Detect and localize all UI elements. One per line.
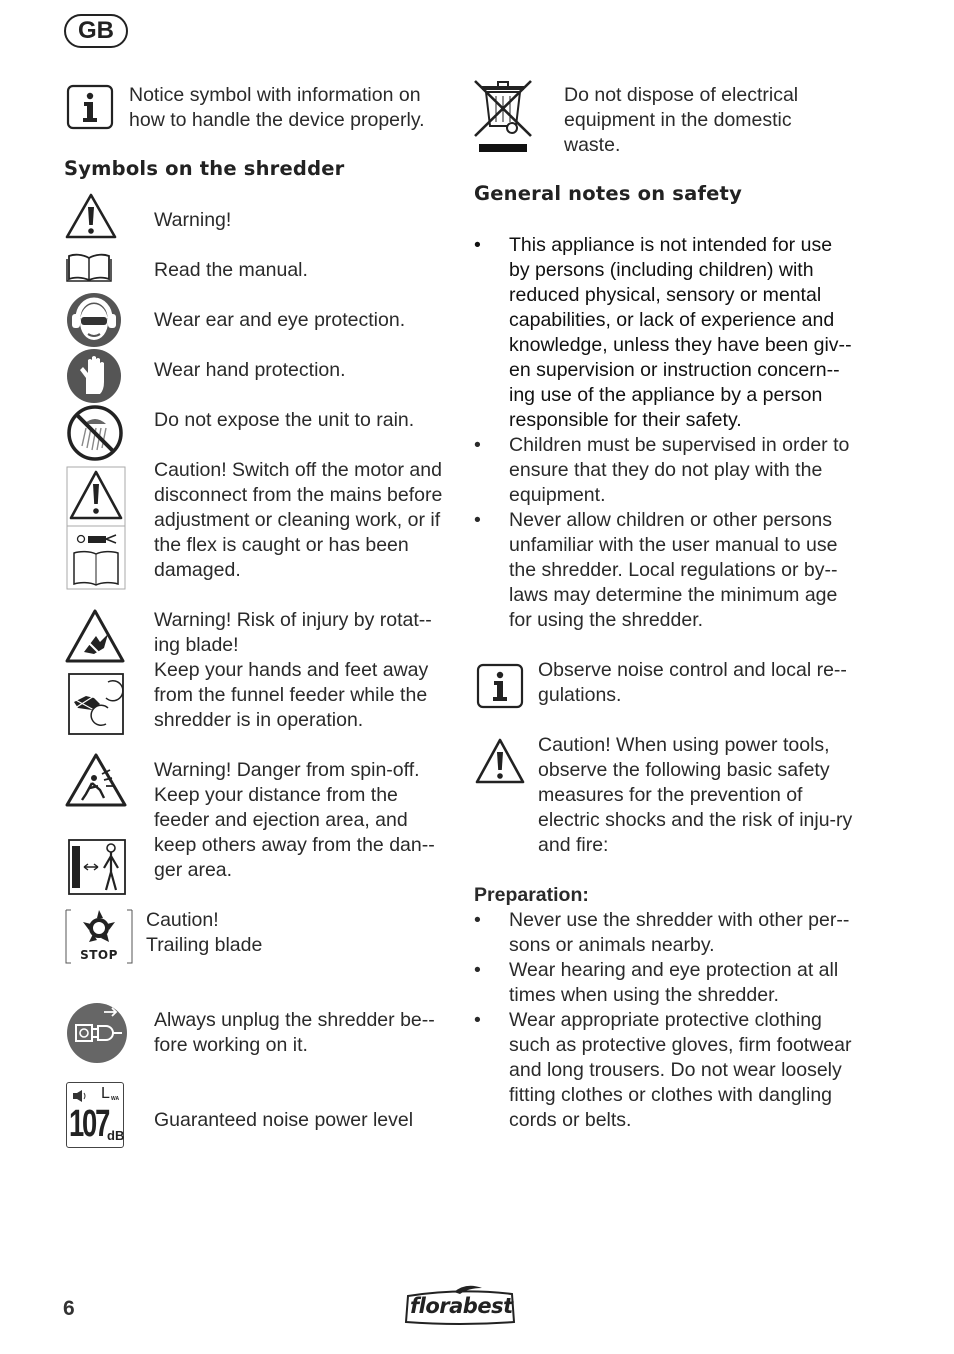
list-item: • This appliance is not intended for use by persons (including children) with reduced physical, sensory or mental capabilities, or lack of experience and knowledge, unless they have been giv-en supervision or instruction concern-ing use of the appliance by a person responsible for their safety. <box>474 233 858 433</box>
symbol-text-spin-off: Warning! Danger from spin-off. Keep your distance from the feeder and ejection area, and keep others away from the dan-ger area. <box>154 759 435 881</box>
trailing-blade-stop-icon <box>65 904 133 964</box>
symbol-text-unplug: Always unplug the shredder be-fore working on it. <box>154 1009 435 1056</box>
ear-eye-protection-icon <box>66 292 122 348</box>
noise-symbol: L <box>101 1085 110 1102</box>
symbol-text-rotating-blade: Warning! Risk of injury by rotat-ing blade! Keep your hands and feet away from the funnel feeder while the shredder is in operation. <box>154 609 432 731</box>
symbol-text-ear-eye: Wear ear and eye protection. <box>154 309 406 331</box>
manual-book-icon <box>66 252 112 282</box>
symbol-text-no-rain: Do not expose the unit to rain. <box>154 409 415 431</box>
unplug-icon <box>66 1002 128 1064</box>
safety-bullet-list <box>474 233 858 633</box>
crossed-bin-icon <box>472 78 534 156</box>
list-item: • Children must be supervised in order to ensure that they do not play with the equipment. <box>474 433 858 508</box>
caution-switch-off-icon <box>66 466 126 590</box>
preparation-bullet-list <box>474 908 858 1133</box>
symbol-text-caution-switch-off: Caution! Switch off the motor and disconnect from the mains before adjustment or cleaning work, or if the flex is caught or has been damaged. <box>154 459 443 581</box>
noise-value: 107 <box>69 1103 109 1145</box>
symbols-heading: Symbols on the shredder <box>64 157 345 180</box>
symbol-text-warning: Warning! <box>154 209 232 231</box>
symbol-text-noise-level: Guaranteed noise power level <box>154 1109 414 1131</box>
symbol-text-trailing-blade: Caution! Trailing blade <box>146 909 263 956</box>
preparation-heading: Preparation: <box>474 884 589 906</box>
florabest-logo <box>404 1282 516 1326</box>
safety-heading: General notes on safety <box>474 182 742 205</box>
info-icon <box>66 84 114 130</box>
list-item: • Wear hearing and eye protection at all times when using the shredder. <box>474 958 858 1008</box>
page-number: 6 <box>63 1297 75 1320</box>
noise-level-icon <box>66 1082 124 1148</box>
spin-off-icon <box>64 752 128 898</box>
symbol-text-manual: Read the manual. <box>154 259 308 281</box>
no-rain-icon <box>66 404 124 462</box>
noise-subscript: WA <box>111 1096 120 1102</box>
list-item: • Wear appropriate protective clothing such as protective gloves, firm footwear and long trousers. Do not wear loosely fitting clothes or clothes with dangling cords or belts. <box>474 1008 858 1133</box>
rotating-blade-icon <box>64 608 126 736</box>
list-item: • Never allow children or other persons unfamiliar with the user manual to use the shredder. Local regulations or by-laws may determine the minimum age for using the shredder. <box>474 508 858 633</box>
info-icon <box>476 663 524 709</box>
brand-name: florabest <box>410 1294 513 1318</box>
warning-triangle-icon <box>64 192 118 240</box>
weee-text: Do not dispose of electrical equipment in the domestic waste. <box>564 84 799 156</box>
notice-text: Notice symbol with information on how to handle the device properly. <box>129 84 425 131</box>
noise-unit: dB <box>107 1128 125 1143</box>
glove-icon <box>66 348 122 404</box>
language-badge: GB <box>64 14 128 48</box>
stop-label: STOP <box>80 948 118 962</box>
noise-info-text: Observe noise control and local re-gulations. <box>538 659 847 706</box>
symbol-text-glove: Wear hand protection. <box>154 359 346 381</box>
warning-triangle-icon <box>474 737 526 785</box>
power-tools-caution-text: Caution! When using power tools, observe the following basic safety measures for the prevention of electric shocks and the risk of inju-ry and fire: <box>538 734 853 856</box>
list-item: • Never use the shredder with other per-sons or animals nearby. <box>474 908 858 958</box>
